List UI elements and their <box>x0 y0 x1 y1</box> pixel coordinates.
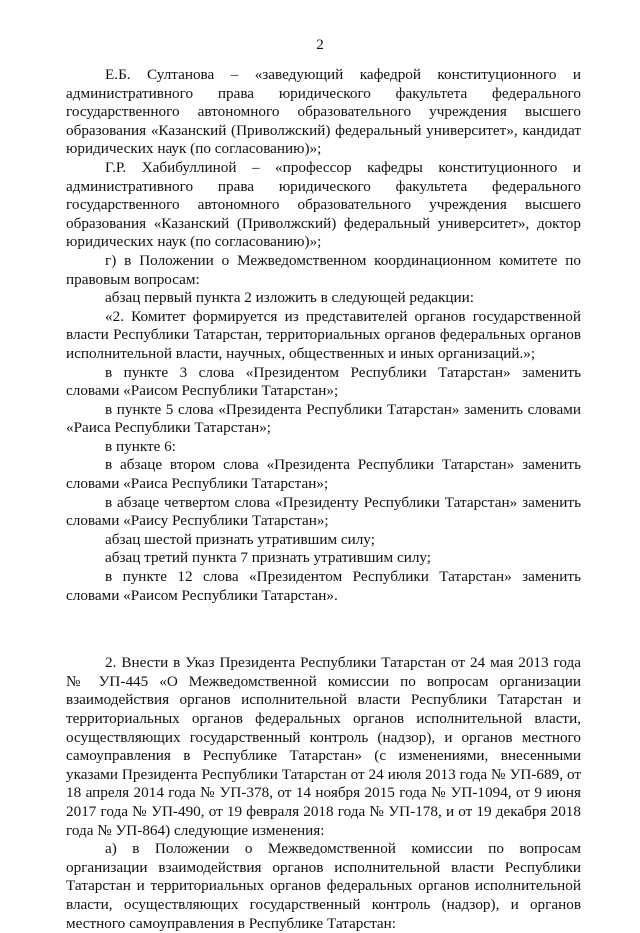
paragraph: в пункте 12 слова «Президентом Республики Татарстан» заменить словами «Раисом Республики Татарстан». <box>66 568 581 604</box>
paragraph: абзац шестой признать утратившим силу; <box>105 530 375 548</box>
paragraph: г) в Положении о Межведомственном координационном комитете по правовым вопросам: <box>66 251 581 288</box>
document-body <box>66 66 581 933</box>
paragraph: а) в Положении о Межведомственной комиссии по вопросам организации взаимодействия органов исполнительной власти Республики Татарстан и территориальных органов федеральных органов исполнительной власти, осуществляющих государственный контроль (надзор), и органов местного самоуправления в Республике Татарстан: <box>66 840 581 932</box>
paragraph-spacer <box>66 620 581 639</box>
paragraph: Г.Р. Хабибуллиной – «профессор кафедры конституционного и административного права юридического факультета федерального государственного автономного образовательного учреждения высшего образования «Казанский (Приволжский) федеральный университет», доктор юридических наук (по согласованию)»; <box>66 158 581 251</box>
paragraph: в пункте 5 слова «Президента Республики Татарстан» заменить словами «Раиса Республики Татарстан»; <box>66 400 581 437</box>
paragraph: в абзаце втором слова «Президента Республики Татарстан» заменить словами «Раиса Республики Татарстан»; <box>66 456 581 493</box>
paragraph: абзац третий пункта 7 признать утратившим силу; <box>105 549 432 567</box>
paragraph: в пункте 6: <box>105 437 176 455</box>
page-number: 2 <box>316 36 324 53</box>
paragraph: «2. Комитет формируется из представителей органов государственной власти Республики Татарстан, территориальных органов федеральных органов исполнительной власти, научных, общественных и иных организаций.»; <box>66 307 581 362</box>
paragraph: 2. Внести в Указ Президента Республики Татарстан от 24 мая 2013 года № УП-445 «О Межведомственной комиссии по вопросам организации взаимодействия органов исполнительной власти Республики Татарстан и территориальных органов федеральных органов исполнительной власти, осуществляющих государственный контроль (надзор), и органов местного самоуправления в Республике Татарстан» (с изменениями, внесенными указами Президента Республики Татарстан от 24 июля 2013 года № УП-689, от 18 апреля 2014 года № УП-378, от 14 ноября 2015 года № УП-1094, от 9 июня 2017 года № УП-490, от 19 февраля 2018 года № УП-178, и от 19 декабря 2018 года № УП-864) следующие изменения: <box>66 654 581 839</box>
paragraph: абзац первый пункта 2 изложить в следующей редакции: <box>105 289 475 307</box>
paragraph: Е.Б. Султанова – «заведующий кафедрой конституционного и административного права юридического факультета федерального государственного автономного образовательного учреждения высшего образования «Казанский (Приволжский) федеральный университет», кандидат юридических наук (по согласованию)»; <box>66 66 581 158</box>
paragraph: в абзаце четвертом слова «Президенту Республики Татарстан» заменить словами «Раису Республики Татарстан»; <box>66 493 581 530</box>
paragraph: в пункте 3 слова «Президентом Республики Татарстан» заменить словами «Раисом Республики Татарстан»; <box>66 363 581 400</box>
